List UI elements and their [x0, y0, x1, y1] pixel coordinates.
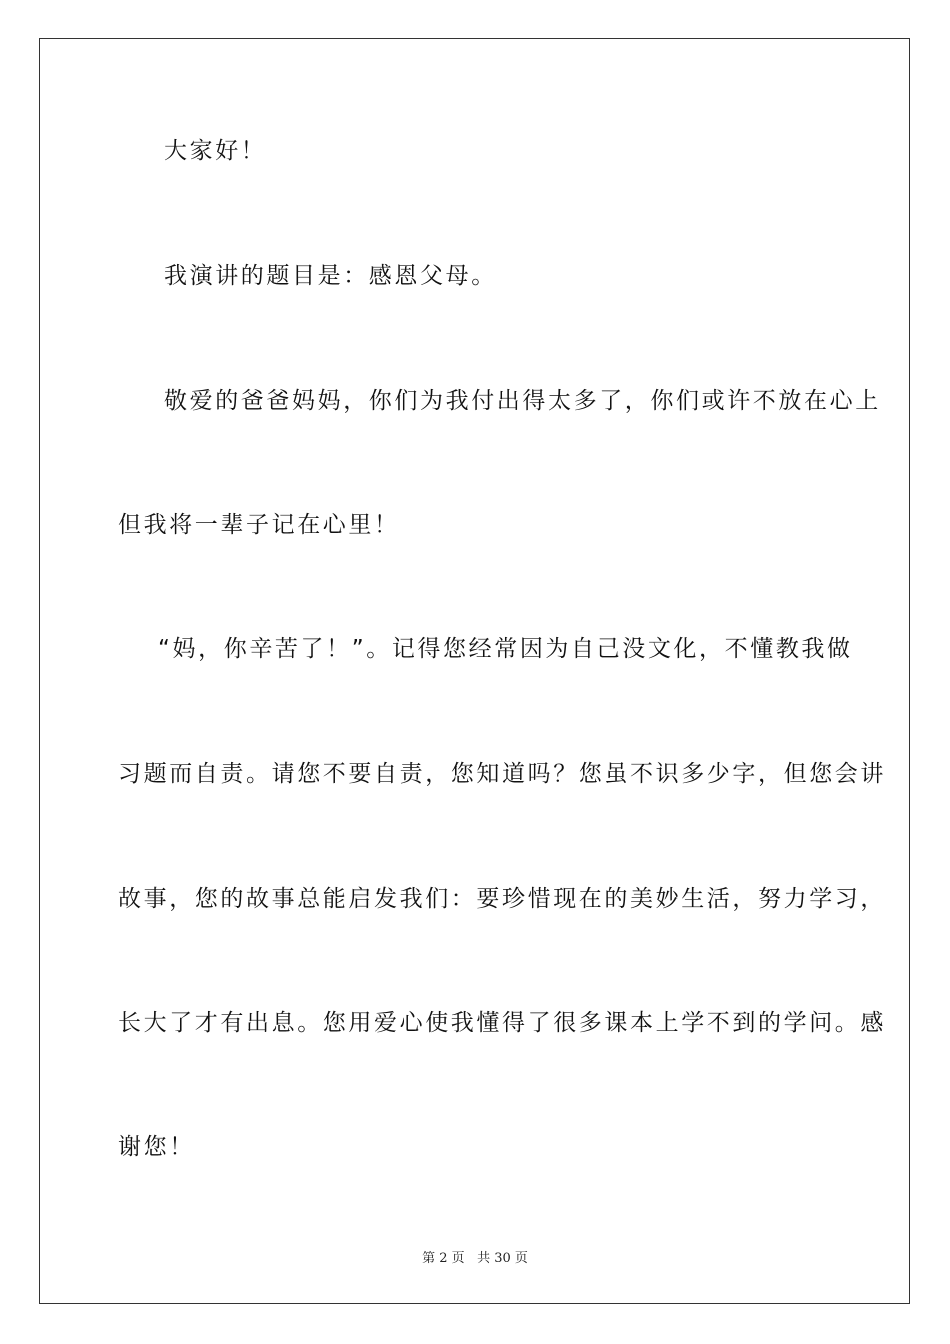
paragraph-line: 习题而自责。请您不要自责，您知道吗？您虽不识多少字，但您会讲 [118, 761, 886, 787]
paragraph-line: 故事，您的故事总能启发我们：要珍惜现在的美妙生活，努力学习， [118, 886, 886, 912]
paragraph-line: “妈，你辛苦了！”。记得您经常因为自己没文化，不懂教我做 [158, 636, 853, 662]
paragraph-line: 敬爱的爸爸妈妈，你们为我付出得太多了，你们或许不放在心上 [164, 388, 881, 414]
paragraph-line: 但我将一辈子记在心里！ [118, 512, 400, 538]
page-border [39, 38, 910, 1304]
page-footer [0, 1247, 950, 1266]
page-total: 共 30 页 [477, 1251, 528, 1266]
paragraph-line: 谢您！ [118, 1134, 195, 1160]
greeting-line: 大家好！ [164, 138, 267, 164]
page-number: 第 2 页 [422, 1251, 465, 1266]
paragraph-line: 长大了才有出息。您用爱心使我懂得了很多课本上学不到的学问。感 [118, 1010, 886, 1036]
topic-line: 我演讲的题目是：感恩父母。 [164, 263, 497, 289]
